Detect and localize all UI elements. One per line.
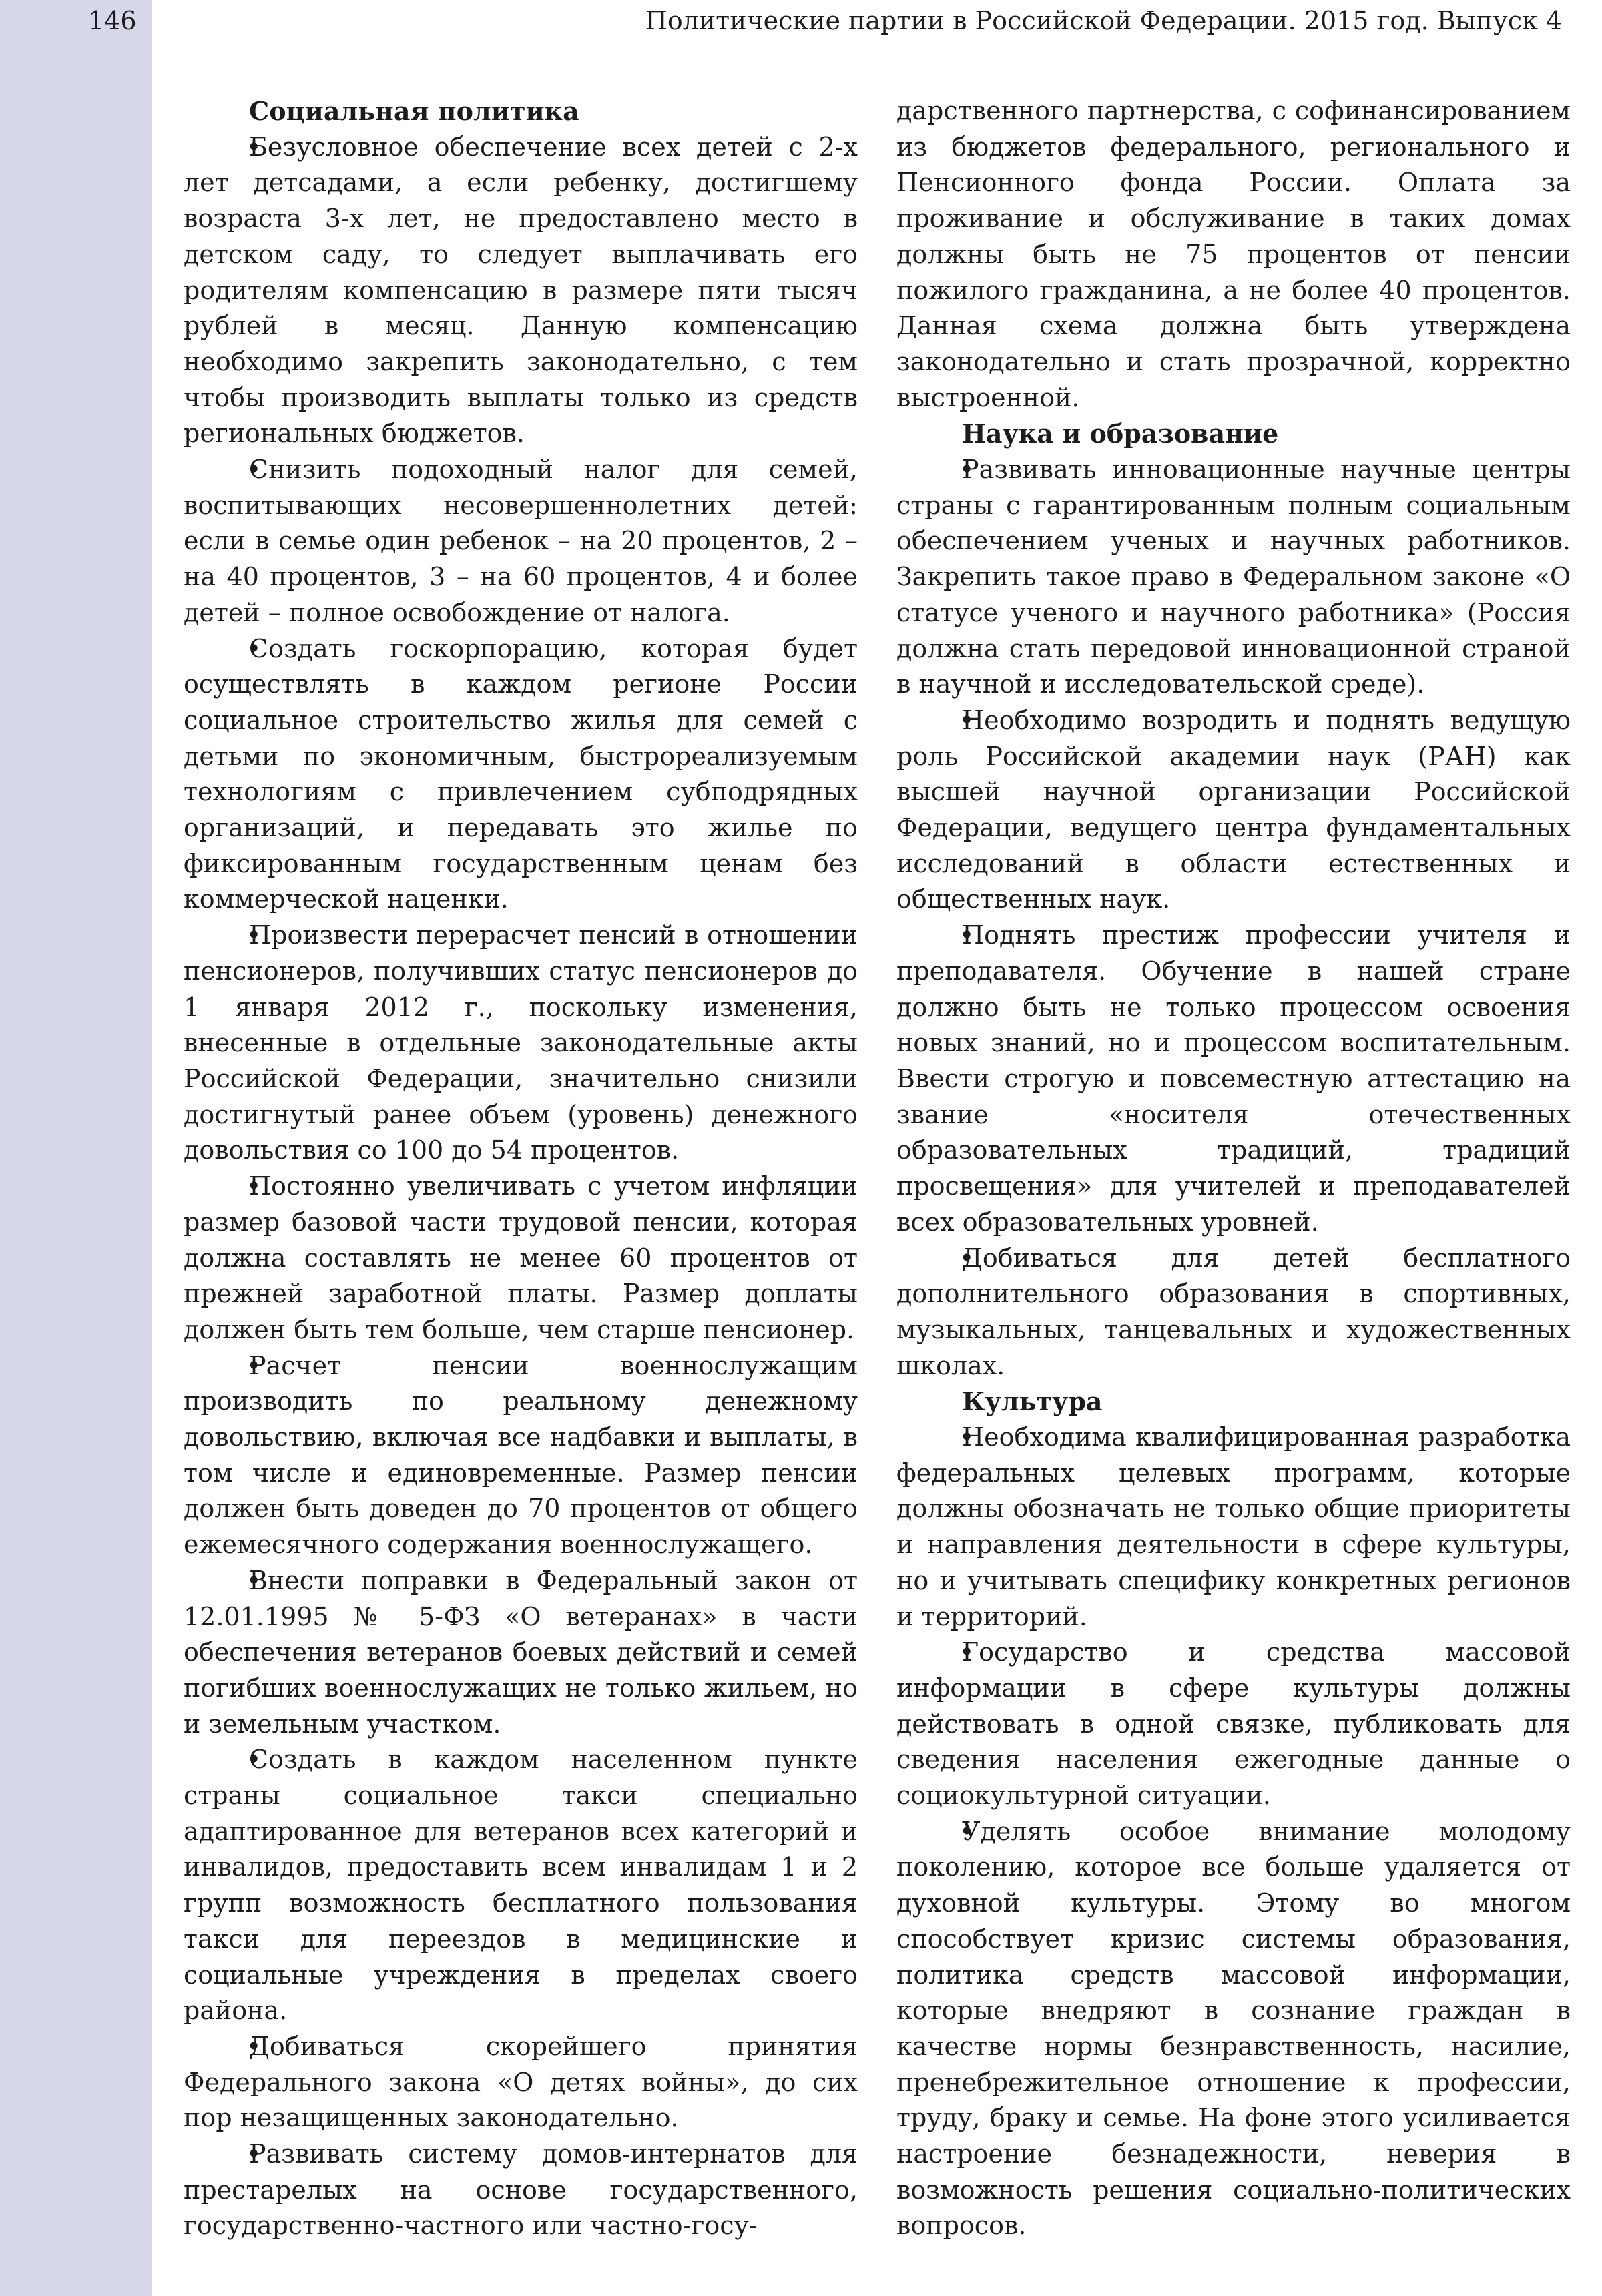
list-item: • Поднять престиж профессии учителя и преподавателя. Обучение в нашей стране должно быть не только процессом освоения новых знаний, но и процессом воспитательным. Ввести строгую и повсеместную аттестацию на звание «носителя отечественных образовательных традиций, традиций просвещения» для учителей и преподавателей всех образовательных уровней. xyxy=(896,918,1571,1240)
list-item: • Необходима квалифицированная разработка федеральных целевых программ, которые должны обозначать не только общие приоритеты и направления деятельности в сфере культуры, но и учитывать специфику конкретных регионов и территорий. xyxy=(896,1420,1571,1635)
list-item: • Постоянно увеличивать с учетом инфляции размер базовой части трудовой пенсии, которая должна составлять не менее 60 процентов от прежней заработной платы. Размер доплаты должен быть тем больше, чем старше пенсионер. xyxy=(184,1169,858,1348)
page-number: 146 xyxy=(88,6,137,35)
list-item: • Внести поправки в Федеральный закон от 12.01.1995 № 5-ФЗ «О ветеранах» в части обеспечения ветеранов боевых действий и семей погибших военнослужащих не только жильем, но и земельным участком. xyxy=(184,1563,858,1743)
left-margin-band xyxy=(0,0,152,2296)
list-item: • Произвести перерасчет пенсий в отношении пенсионеров, получивших статус пенсионеров до 1 января 2012 г., поскольку изменения, внесенные в отдельные законодательные акты Российской Федерации, значительно снизили достигнутый ранее объем (уровень) денежного довольствия со 100 до 54 процентов. xyxy=(184,918,858,1169)
list-item: • Безусловное обеспечение всех детей с 2-х лет детсадами, а если ребенку, достигшему возраста 3-х лет, не предоставлено место в детском саду, то следует выплачивать его родителям компенсацию в размере пяти тысяч рублей в месяц. Данную компенсацию необходимо закрепить законодательно, с тем чтобы производить выплаты только из средств региональных бюджетов. xyxy=(184,129,858,452)
list-item: • Создать в каждом населенном пункте страны социальное такси специально адаптированное для ветеранов всех категорий и инвалидов, предоставить всем инвалидам 1 и 2 групп возможность бесплатного пользования такси для переездов в медицинские и социальные учреждения в пределах своего района. xyxy=(184,1742,858,2029)
right-column xyxy=(896,93,1571,2244)
section-heading-social-policy: Социальная политика xyxy=(249,96,579,126)
section-heading-science-education: Наука и образование xyxy=(962,418,1279,449)
list-item: • Развивать инновационные научные центры страны с гарантированным полным социальным обеспечением ученых и научных работников. Закрепить такое право в Федеральном законе «О статусе ученого и научного работника» (Россия должна стать передовой инновационной страной в научной и исследовательской среде). xyxy=(896,452,1571,703)
list-item: • Снизить подоходный налог для семей, воспитывающих несовершеннолетних детей: если в семье один ребенок – на 20 процентов, 2 – на 40 процентов, 3 – на 60 процентов, 4 и более детей – полное освобождение от налога. xyxy=(184,452,858,631)
list-item: • Уделять особое внимание молодому поколению, которое все больше удаляется от духовной культуры. Этому во многом способствует кризис системы образования, политика средств массовой информации, которые внедряют в сознание граждан в качестве нормы безнравственность, насилие, пренебрежительное отношение к профессии, труду, браку и семье. На фоне этого усиливается настроение безнадежности, неверия в возможность решения социально-политических вопросов. xyxy=(896,1814,1571,2244)
list-item: • Необходимо возродить и поднять ведущую роль Российской академии наук (РАН) как высшей научной организации Российской Федерации, ведущего центра фундаментальных исследований в области естественных и общественных наук. xyxy=(896,703,1571,918)
list-item: • Добиваться для детей бесплатного дополнительного образования в спортивных, музыкальных, танцевальных и художественных школах. xyxy=(896,1241,1571,1384)
list-item: • Расчет пенсии военнослужащим производить по реальному денежному довольствию, включая все надбавки и выплаты, в том числе и единовременные. Размер пенсии должен быть доведен до 70 процентов от общего ежемесячного содержания военнослужащего. xyxy=(184,1348,858,1563)
left-column xyxy=(184,93,858,2244)
list-item: • Развивать систему домов-интернатов для престарелых на основе государственного, государственно-частного или частно-госу- xyxy=(184,2136,858,2244)
section-heading-culture: Культура xyxy=(962,1386,1103,1417)
list-item: • Добиваться скорейшего принятия Федерального закона «О детях войны», до сих пор незащищенных законодательно. xyxy=(184,2029,858,2136)
list-item: • Государство и средства массовой информации в сфере культуры должны действовать в одной связке, публиковать для сведения населения ежегодные данные о социокультурной ситуации. xyxy=(896,1635,1571,1814)
list-item: • Создать госкорпорацию, которая будет осуществлять в каждом регионе России социальное строительство жилья для семей с детьми по экономичным, быстрореализуемым технологиям с привлечением субподрядных организаций, и передавать это жилье по фиксированным государственным ценам без коммерческой наценки. xyxy=(184,631,858,918)
running-header: Политические партии в Российской Федерации. 2015 год. Выпуск 4 xyxy=(645,6,1562,35)
continued-paragraph: дарственного партнерства, с софинансированием из бюджетов федерального, регионального и Пенсионного фонда России. Оплата за проживание и обслуживание в таких домах должны быть не 75 процентов от пенсии пожилого гражданина, а не более 40 процентов. Данная схема должна быть утверждена законодательно и стать прозрачной, корректно выстроенной. xyxy=(896,96,1571,412)
